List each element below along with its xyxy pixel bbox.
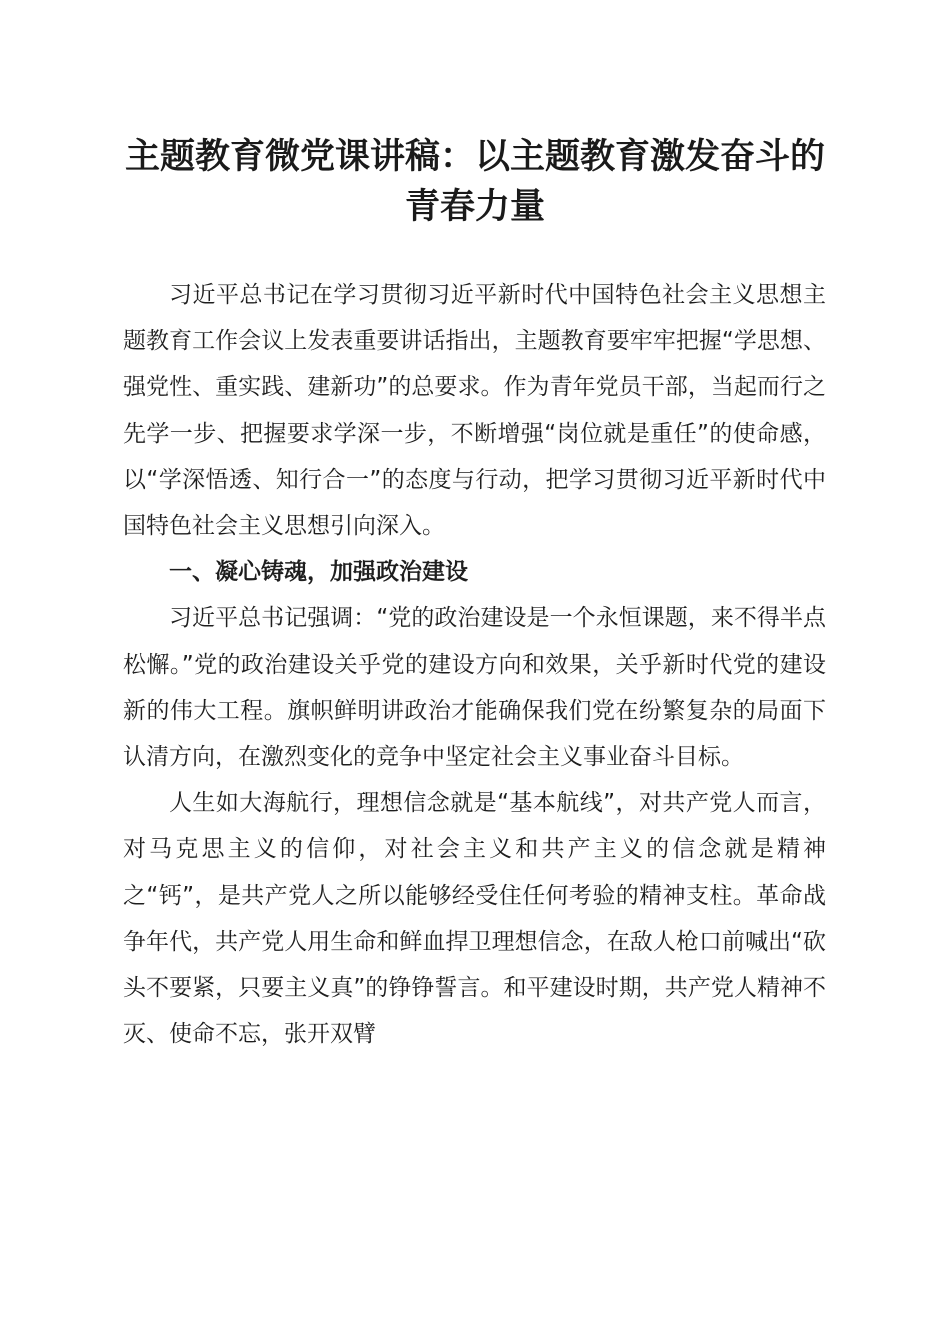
title-line-2: 青春力量 bbox=[404, 186, 545, 227]
body-paragraph: 习近平总书记强调：“党的政治建设是一个永恒课题，来不得半点松懈。”党的政治建设关乎党的建设方向和效果，关乎新时代党的建设新的伟大工程。旗帜鲜明讲政治才能确保我们党在纷繁复杂的局面下认清方向，在激烈变化的竞争中坚定社会主义事业奋斗目标。 bbox=[123, 605, 826, 771]
section-heading: 一、凝心铸魂，加强政治建设 bbox=[169, 559, 468, 586]
document-body bbox=[123, 272, 826, 1057]
intro-paragraph: 习近平总书记在学习贯彻习近平新时代中国特色社会主义思想主题教育工作会议上发表重要讲话指出，主题教育要牢牢把握“学思想、强党性、重实践、建新功”的总要求。作为青年党员干部，当起而行之先学一步、把握要求学深一步，不断增强“岗位就是重任”的使命感，以“学深悟透、知行合一”的态度与行动，把学习贯彻习近平新时代中国特色社会主义思想引向深入。 bbox=[123, 282, 826, 540]
document-title bbox=[110, 132, 840, 232]
title-line-1: 主题教育微党课讲稿：以主题教育激发奋斗的 bbox=[124, 136, 825, 177]
body-paragraph: 人生如大海航行，理想信念就是“基本航线”，对共产党人而言，对马克思主义的信仰，对社会主义和共产主义的信念就是精神之“钙”，是共产党人之所以能够经受住任何考验的精神支柱。革命战争年代，共产党人用生命和鲜血捍卫理想信念，在敌人枪口前喊出“砍头不要紧，只要主义真”的铮铮誓言。和平建设时期，共产党人精神不灭、使命不忘，张开双臂 bbox=[123, 790, 826, 1048]
